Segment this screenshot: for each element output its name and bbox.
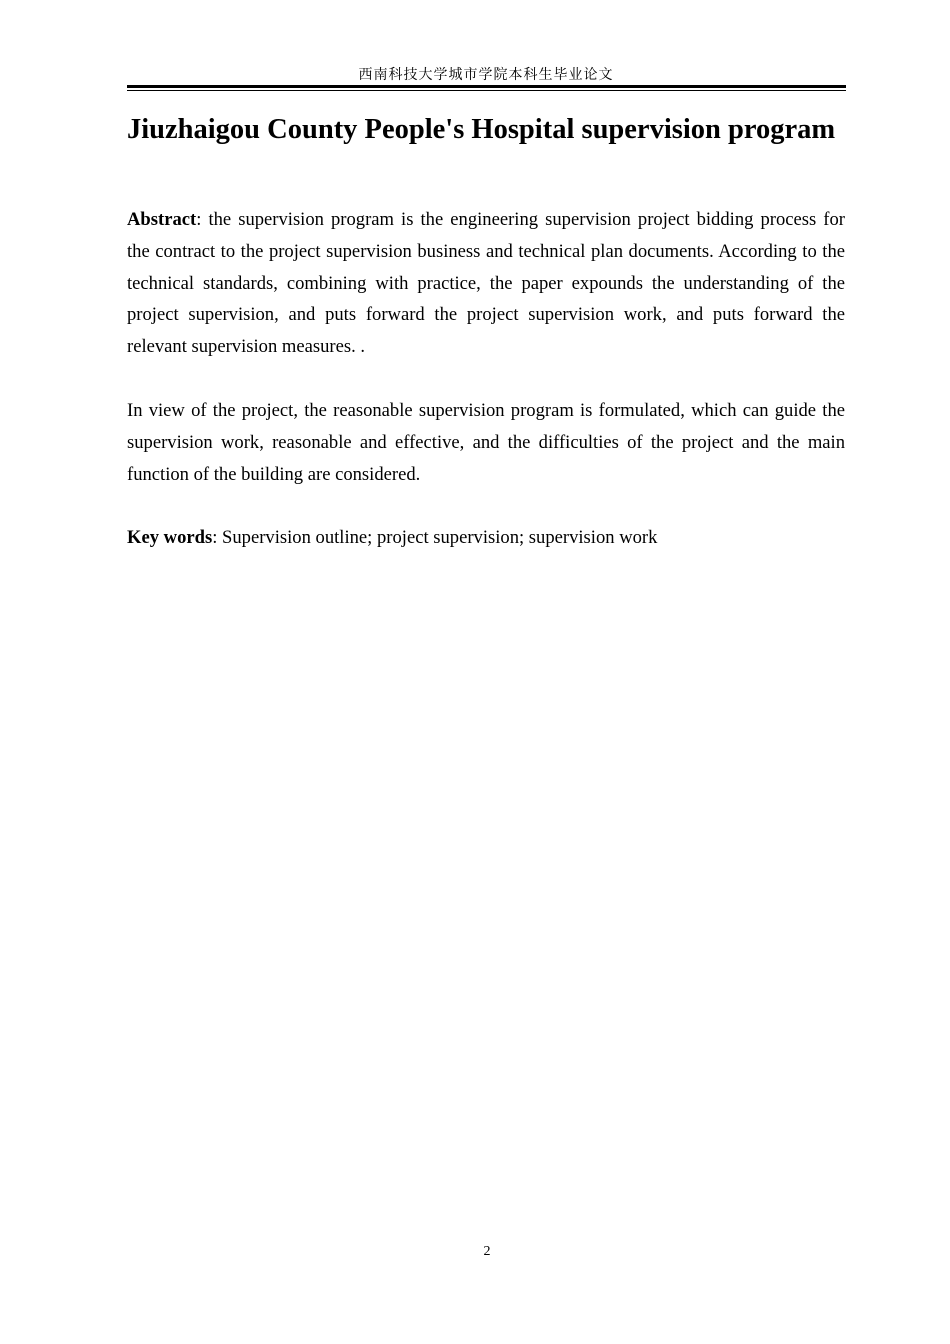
- keywords-label: Key words: [127, 527, 213, 548]
- page-number: 2: [483, 1244, 491, 1259]
- page-title: Jiuzhaigou County People's Hospital supervision program: [127, 114, 836, 145]
- abstract-separator: :: [196, 209, 209, 230]
- keywords-separator: :: [212, 527, 223, 548]
- abstract-label: Abstract: [127, 209, 197, 230]
- header-rule-thin: [127, 90, 846, 91]
- keywords-paragraph: [127, 522, 845, 554]
- keywords-text: Supervision outline; project supervision; supervision work: [222, 527, 658, 548]
- body-paragraph: In view of the project, the reasonable supervision program is formulated, which can guide the supervision work, reasonable and effective, and the difficulties of the project and the main function of the building are considered.: [127, 400, 845, 485]
- running-header: 西南科技大学城市学院本科生毕业论文: [358, 67, 614, 83]
- header-rule-thick: [127, 85, 846, 88]
- abstract-paragraph: [127, 204, 845, 363]
- abstract-text: the supervision program is the engineering supervision project bidding process for the contract to the project supervision business and technical plan documents. According to the technical standards, combining with practice, the paper expounds the understanding of the project supervision, and puts forward the project supervision work, and puts forward the relevant supervision measures. .: [127, 209, 845, 358]
